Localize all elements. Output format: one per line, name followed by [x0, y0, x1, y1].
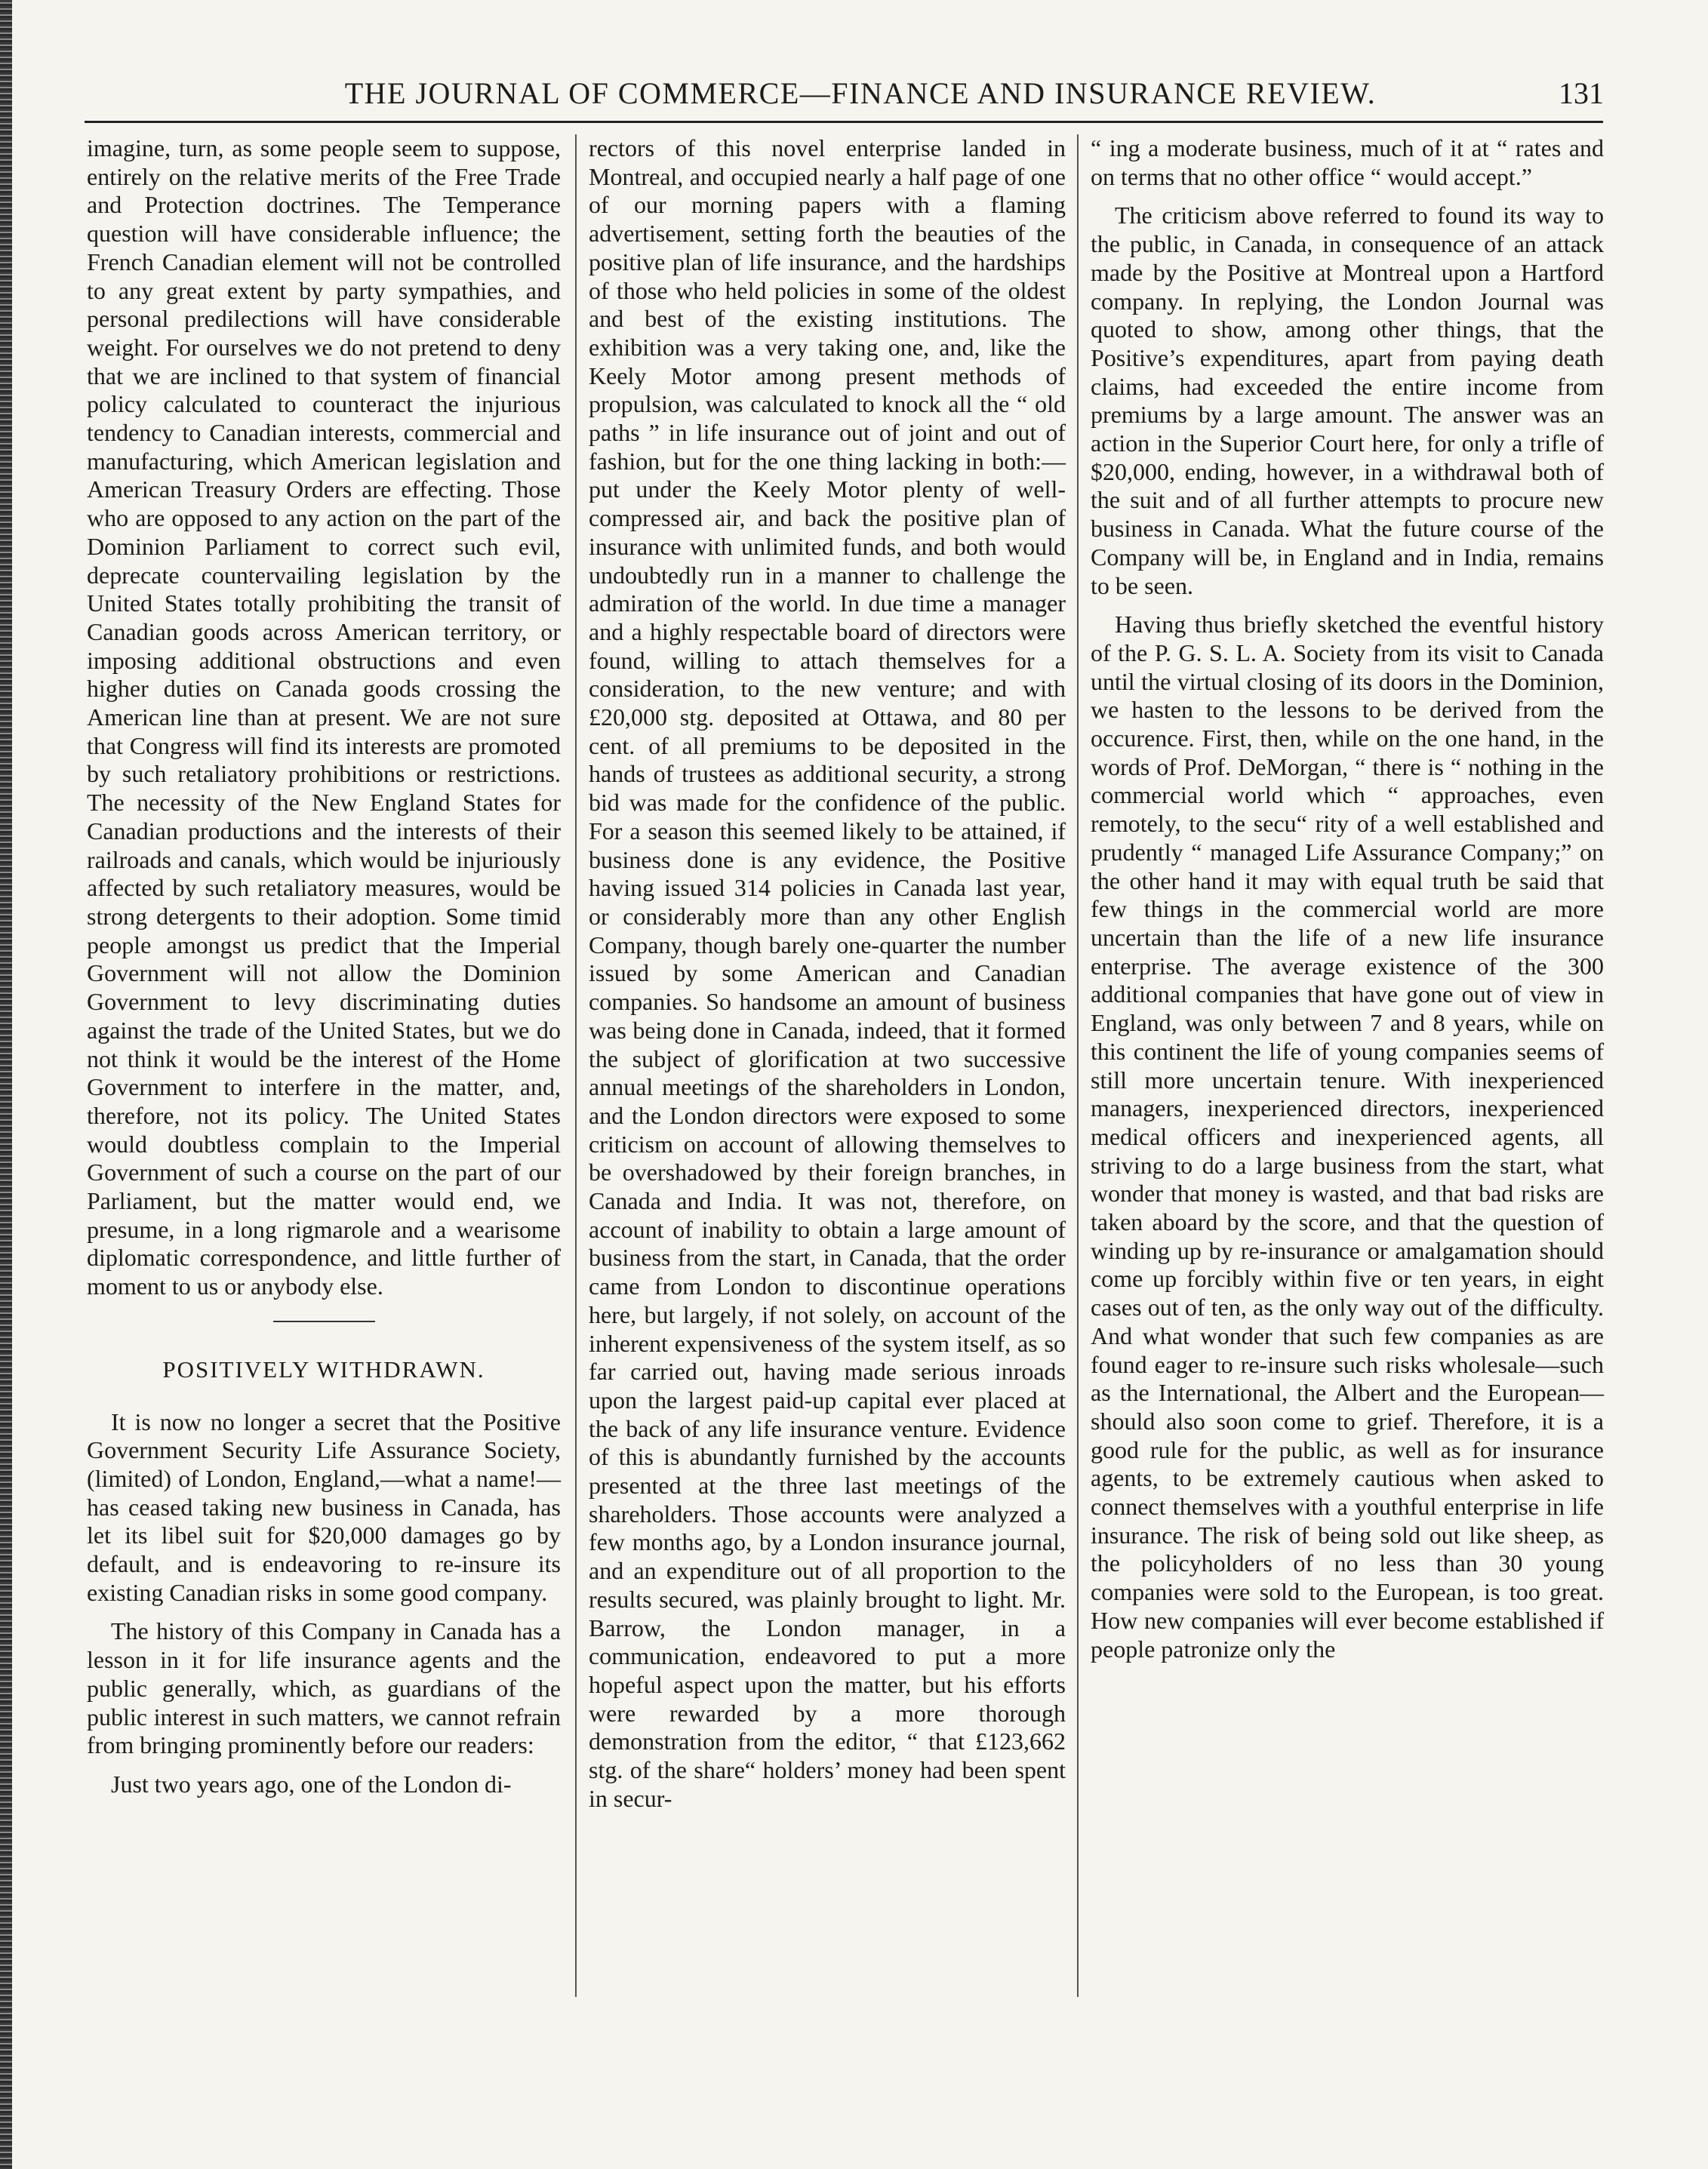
column-3 — [1091, 134, 1604, 1663]
column-1 — [87, 134, 561, 1799]
page-number: 131 — [1559, 76, 1604, 110]
column-divider — [575, 134, 577, 1997]
paragraph: “ ing a moderate business, much of it at “ rates and on terms that no other office “ would accept.” — [1091, 134, 1604, 190]
header-rule — [85, 121, 1603, 123]
binding-edge — [0, 0, 12, 2169]
column-divider — [1077, 134, 1079, 1997]
column-2 — [589, 134, 1066, 1813]
paragraph: It is now no longer a secret that the Positive Government Security Life Assurance Society, (limited) of London, England,—what a name!—has ceased taking new business in Canada, has let its libel suit for $20,000 damages go by default, and is endeavoring to re-insure its existing Canadian risks in some good company. — [87, 1408, 561, 1606]
paragraph: Having thus briefly sketched the eventful history of the P. G. S. L. A. Society from its visit to Canada until the virtual closing of its doors in the Dominion, we hasten to the lessons to be derived from the occurence. First, then, while on the one hand, in the words of Prof. DeMorgan, “ there is “ nothing in the commercial world which “ approaches, even remotely, to the secu“ rity of a well established and prudently “ managed Life Assurance Company;” on the other hand it may with equal truth be said that few things in the commercial world are more uncertain than the life of a new life insurance enterprise. The average existence of the 300 additional companies that have gone out of view in England, was only between 7 and 8 years, while on this continent the life of young companies seems of still more uncertain tenure. With inexperienced managers, inexperienced directors, inexperienced medical officers and inexperienced agents, all striving to do a large business from the start, what wonder that money is wasted, and that bad risks are taken aboard by the score, and that the question of winding up by re-insurance or amalgamation should come up forcibly within five or ten years, in eight cases out of ten, as the only way out of the difficulty. And what wonder that such few companies as are found eager to re-insure such risks wholesale—such as the International, the Albert and the European—should also soon come to grief. Therefore, it is a good rule for the public, as well as for insurance agents, to be extremely cautious when asked to connect themselves with a youthful enterprise in life insurance. The risk of being sold out like sheep, as the policyholders of no less than 30 young companies were sold to the European, is too great. How new companies will ever become established if people patronize only the — [1091, 611, 1604, 1663]
paragraph: imagine, turn, as some people seem to suppose, entirely on the relative merits of the Free Trade and Protection doctrines. The Temperance question will have considerable influence; the French Canadian element will not be controlled to any great extent by party sympathies, and personal predilections will have considerable weight. For ourselves we do not pretend to deny that we are inclined to that system of financial policy calculated to counteract the injurious tendency to Canadian interests, commercial and manufacturing, which American legislation and American Treasury Orders are effecting. Those who are opposed to any action on the part of the Dominion Parliament to correct such evil, deprecate countervailing legislation by the United States totally prohibiting the transit of Canadian goods across American territory, or imposing additional obstructions and even higher duties on Canada goods crossing the American line than at present. We are not sure that Congress will find its interests are promoted by such retaliatory prohibitions or restrictions. The necessity of the New England States for Canadian productions and the interests of their railroads and canals, which would be injuriously affected by such retaliatory measures, would be strong detergents to their adoption. Some timid people amongst us predict that the Imperial Government will not allow the Dominion Government to levy discriminating duties against the trade of the United States, but we do not think it would be the interest of the Home Government to interfere in the matter, and, therefore, not its policy. The United States would doubtless complain to the Imperial Government of such a course on the part of our Parliament, but the matter would end, we presume, in a long rigmarole and a wearisome diplomatic correspondence, and little further of moment to us or anybody else. — [87, 134, 561, 1300]
paragraph: The criticism above referred to found its way to the public, in Canada, in consequence of an attack made by the Positive at Montreal upon a Hartford company. In replying, the London Journal was quoted to show, among other things, that the Positive’s expenditures, apart from paying death claims, had exceeded the entire income from premiums by a large amount. The answer was an action in the Superior Court here, for only a trifle of $20,000, ending, however, in a withdrawal both of the suit and of all further attempts to procure new business in Canada. What the future course of the Company will be, in England and in India, remains to be seen. — [1091, 202, 1604, 599]
paragraph: rectors of this novel enterprise landed in Montreal, and occupied nearly a half page of one of our morning papers with a flaming advertisement, setting forth the beauties of the positive plan of life insurance, and the hardships of those who held policies in some of the oldest and best of the existing institutions. The exhibition was a very taking one, and, like the Keely Motor among present methods of propulsion, was calculated to knock all the “ old paths ” in life insurance out of joint and out of fashion, but for the one thing lacking in both:—put under the Keely Motor plenty of well-compressed air, and back the positive plan of insurance with unlimited funds, and both would undoubtedly run in a manner to challenge the admiration of the world. In due time a manager and a highly respectable board of directors were found, willing to attach themselves for a consideration, to the new venture; and with £20,000 stg. deposited at Ottawa, and 80 per cent. of all premiums to be deposited in the hands of trustees as additional security, a strong bid was made for the confidence of the public. For a season this seemed likely to be attained, if business done is any evidence, the Positive having issued 314 policies in Canada last year, or considerably more than any other English Company, though barely one-quarter the number issued by some American and Canadian companies. So handsome an amount of business was being done in Canada, indeed, that it formed the subject of glorification at two successive annual meetings of the shareholders in London, and the London directors were exposed to some criticism on account of allowing themselves to be overshadowed by their foreign branches, in Canada and India. It was not, therefore, on account of inability to obtain a large amount of business from the start, in Canada, that the order came from London to discontinue operations here, but largely, if not solely, on account of the inherent expensiveness of the system itself, as so far carried out, having made serious inroads upon the largest paid-up capital ever placed at the back of any life insurance venture. Evidence of this is abundantly furnished by the accounts presented at the three last meetings of the shareholders. Those accounts were analyzed a few months ago, by a London insurance journal, and an expenditure out of all proportion to the results secured, was plainly brought to light. Mr. Barrow, the London manager, in a communication, endeavored to put a more hopeful aspect upon the matter, but his efforts were rewarded by a more thorough demonstration from the editor, “ that £123,662 stg. of the share“ holders’ money had been spent in secur- — [589, 134, 1066, 1812]
section-divider — [273, 1321, 375, 1322]
section-heading: POSITIVELY WITHDRAWN. — [162, 1355, 485, 1383]
paragraph: Just two years ago, one of the London di- — [111, 1770, 512, 1798]
running-head: THE JOURNAL OF COMMERCE—FINANCE AND INSURANCE REVIEW. — [344, 76, 1377, 110]
paragraph: The history of this Company in Canada has a lesson in it for life insurance agents and the public generally, which, as guardians of the public interest in such matters, we cannot refrain from bringing prominently before our readers: — [87, 1617, 561, 1759]
